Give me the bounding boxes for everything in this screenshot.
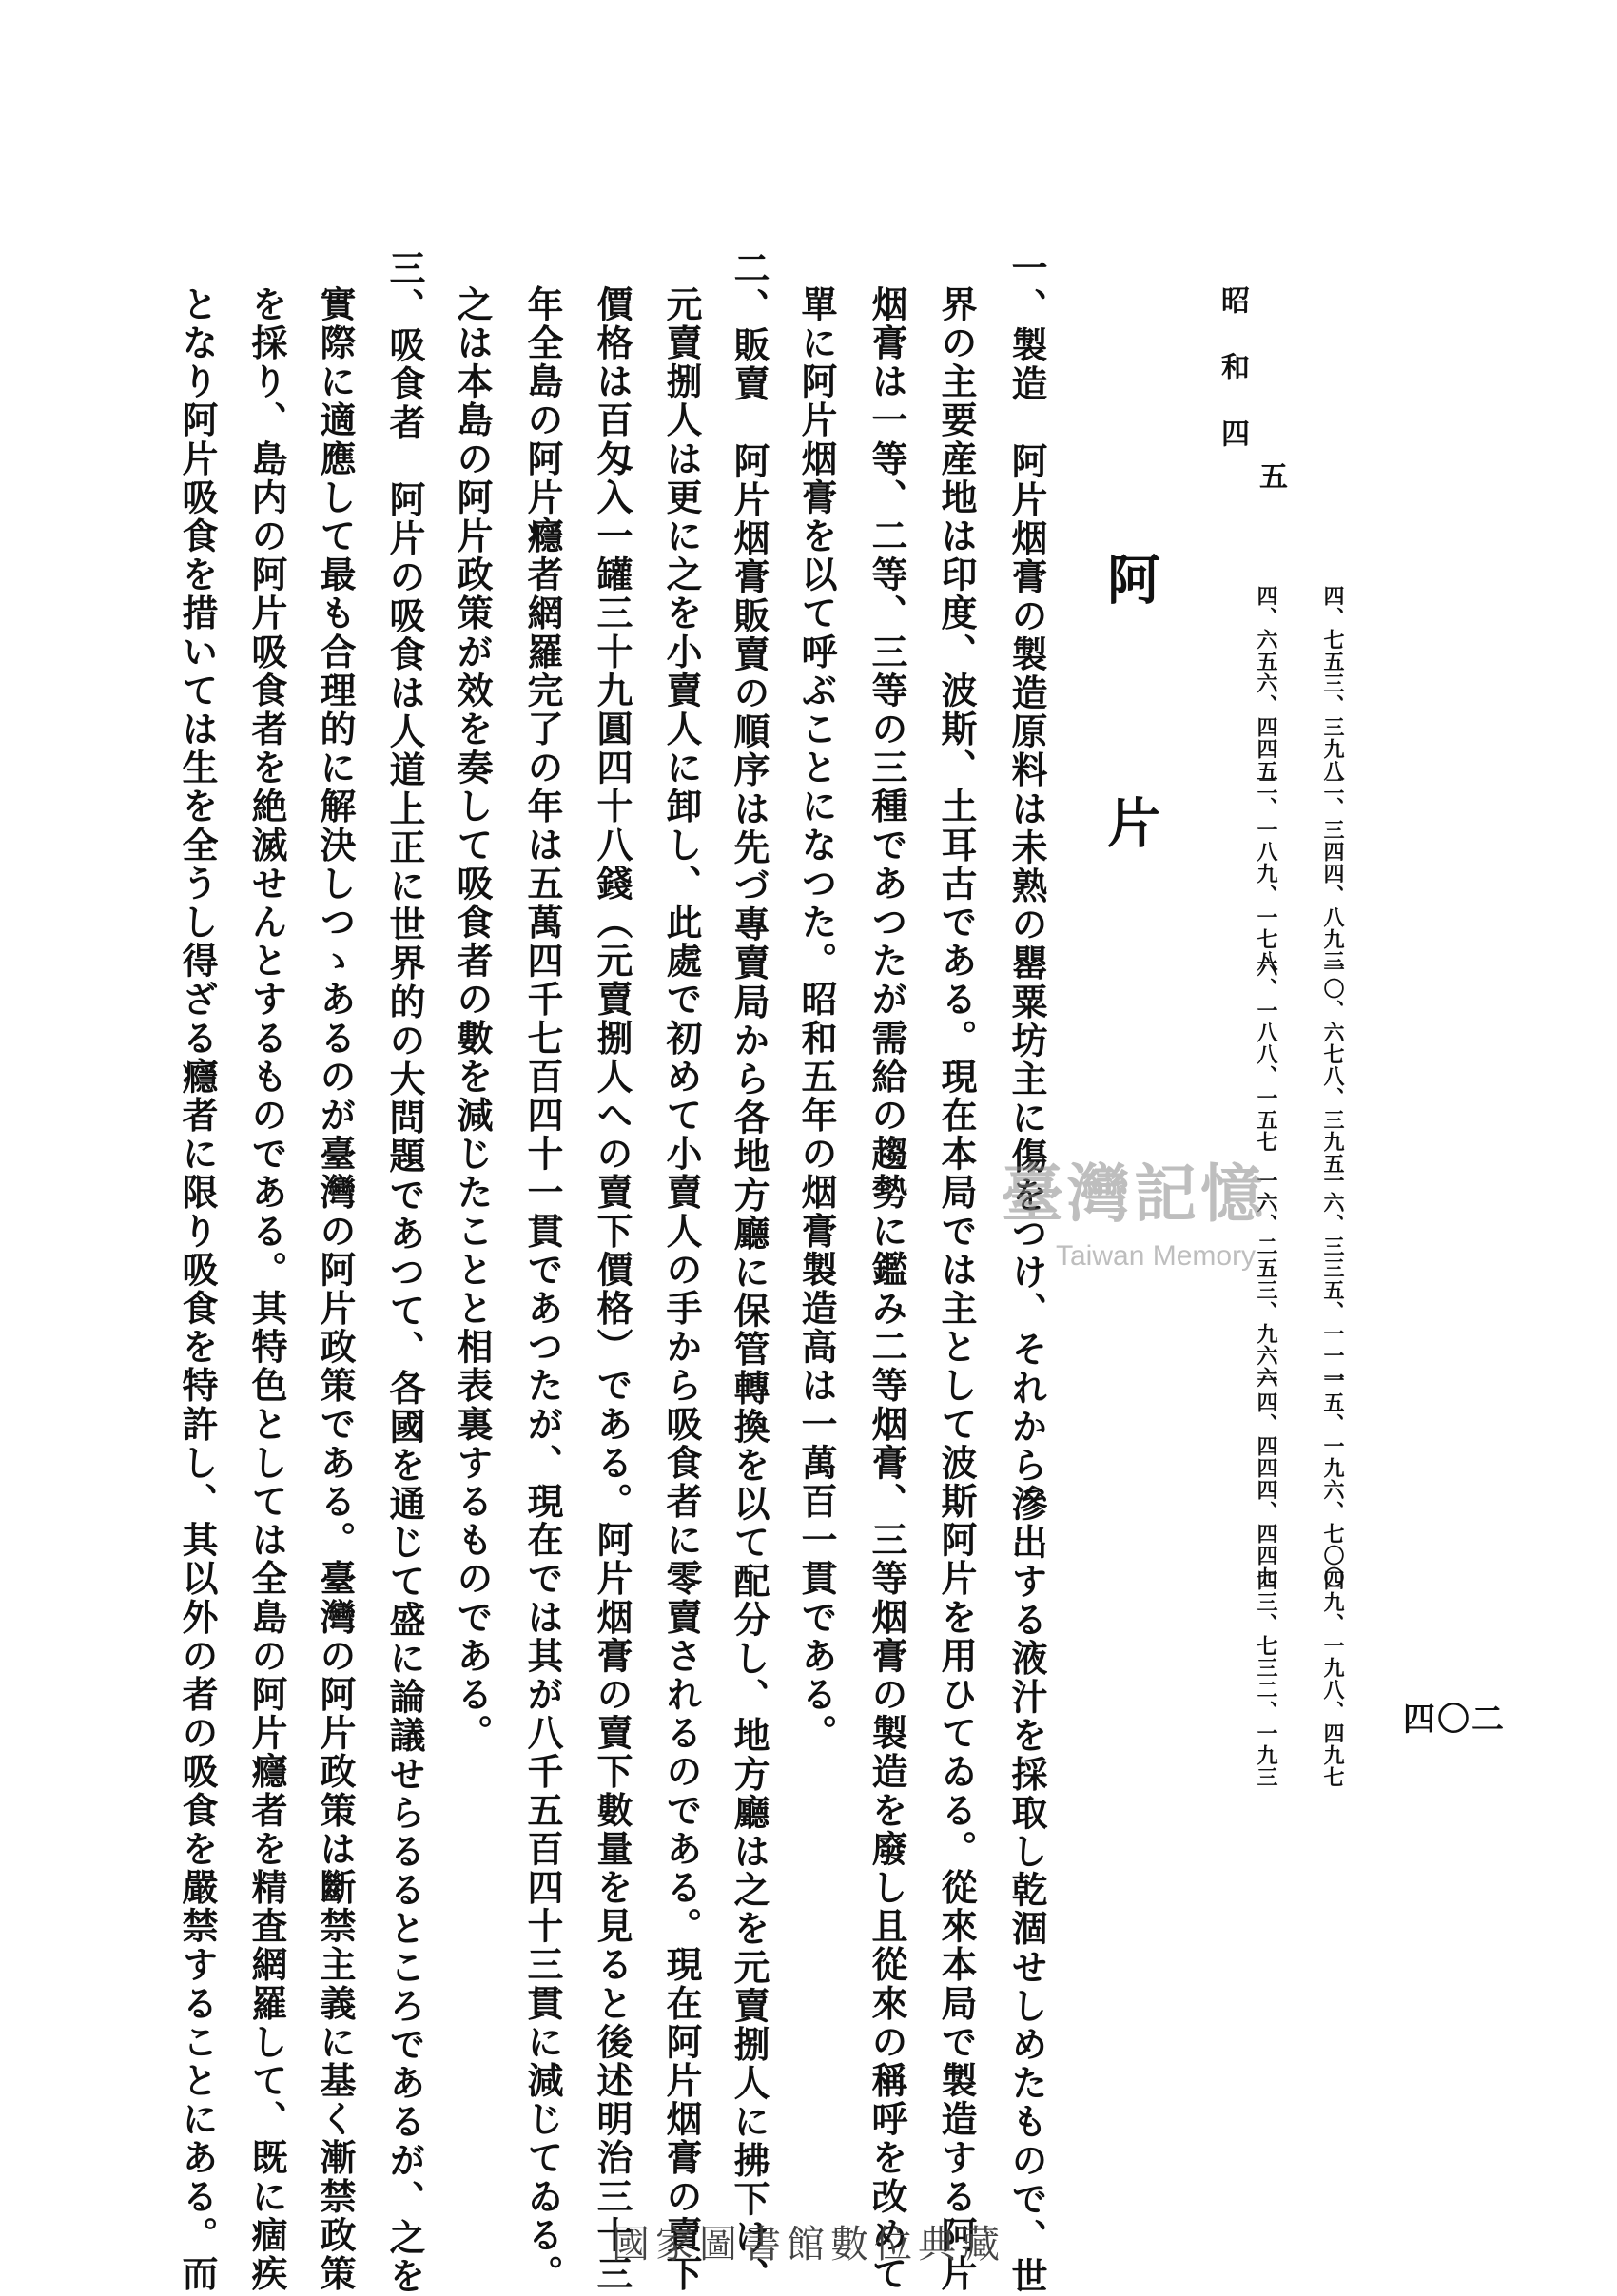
watermark-en-text: Taiwan Memory: [1056, 1240, 1257, 1272]
stats-cell: 四三、七三二、一九三: [1254, 1569, 1278, 1788]
stats-cell: 四、六五六、四四五: [1254, 585, 1278, 782]
section-title: 阿片: [1099, 552, 1161, 1039]
text-column-5: 二、販賣 阿片烟膏販賣の順序は先づ專賣局から各地方廳に保管轉換を以て配分し、地方廳は之を元賣捌人に拂下け、: [728, 249, 770, 2296]
text-column-8: 年全島の阿片癮者網羅完了の年は五萬四千七百四十一貫であつたが、現在では其が八千五百四十三貫に減じてゐる。: [521, 285, 564, 2294]
stats-year-2: 五: [1254, 461, 1287, 490]
stats-cell: 一六、三三五、一一一: [1320, 1170, 1345, 1389]
stats-cell: 四、七五三、三九八: [1320, 585, 1345, 782]
stats-cell: 一〇、六七八、三九五: [1320, 956, 1345, 1175]
watermark-cjk-text: 臺灣記憶: [1001, 1157, 1267, 1231]
stats-cell: 一五、一九六、七〇〇: [1320, 1370, 1345, 1588]
stats-cell: 一四、四四四、四四七: [1254, 1370, 1278, 1588]
library-footer: 國家圖書館數位典藏: [612, 2223, 1005, 2267]
text-column-13: となり阿片吸食を措いては生を全うし得ざる癮者に限り吸食を特許し、其以外の者の吸食を嚴禁することにある。而: [176, 285, 219, 2294]
taiwan-memory-watermark: [999, 1132, 1313, 1294]
stats-cell: 二、一八九、一七八: [1254, 775, 1278, 972]
text-column-12: を採り、島内の阿片吸食者を絶滅せんとするものである。其特色としては全島の阿片癮者を精査網羅して、既に痼疾: [245, 285, 288, 2294]
text-column-6: 元賣捌人は更に之を小賣人に卸し、此處で初めて小賣人の手から吸食者に零賣されるのである。現在阿片烟膏の賣下: [660, 285, 703, 2294]
text-column-11: 實際に適應して最も合理的に解決しつゝあるのが臺灣の阿片政策である。臺灣の阿片政策は斷禁主義に基く漸禁政策: [314, 285, 357, 2294]
text-column-7: 價格は百匁入一罐三十九圓四十八錢（元賣捌人への賣下價格）である。阿片烟膏の賣下數量を見ると後述明治三十三: [591, 285, 633, 2294]
stats-cell: 二、三四四、八九三: [1320, 775, 1345, 972]
stats-cell: 六、一八八、一五七: [1254, 956, 1278, 1153]
stats-year-1: 昭和四: [1216, 285, 1249, 485]
text-column-2: 界の主要産地は印度、波斯、土耳古である。現在本局では主として波斯阿片を用ひてゐる。從來本局で製造する阿片: [935, 285, 978, 2294]
stats-cell: 四九、一九八、四九七: [1320, 1569, 1345, 1788]
text-column-3: 烟膏は一等、二等、三等の三種であつたが需給の趨勢に鑑み二等烟膏、三等烟膏の製造を廢し且從來の稱呼を改めて: [866, 285, 908, 2294]
text-column-9: 之は本島の阿片政策が效を奏して吸食者の數を減じたことと相表裏するものである。: [451, 285, 494, 1753]
page-number: 四〇二: [1403, 1701, 1506, 1739]
text-column-1: 一、製造 阿片烟膏の製造原料は未熟の罌粟坊主に傷をつけ、それから滲出する液汁を採取し乾涸せしめたもので、世: [1005, 249, 1048, 2296]
text-column-4: 單に阿片烟膏を以て呼ぶことになつた。昭和五年の烟膏製造高は一萬百一貫である。: [795, 285, 838, 1753]
stats-cell: 一六、二五三、九六六: [1254, 1170, 1278, 1389]
text-column-10: 三、吸食者 阿片の吸食は人道上正に世界的の大問題であつて、各國を通じて盛に論議せらるるところであるが、之を: [383, 249, 426, 2296]
